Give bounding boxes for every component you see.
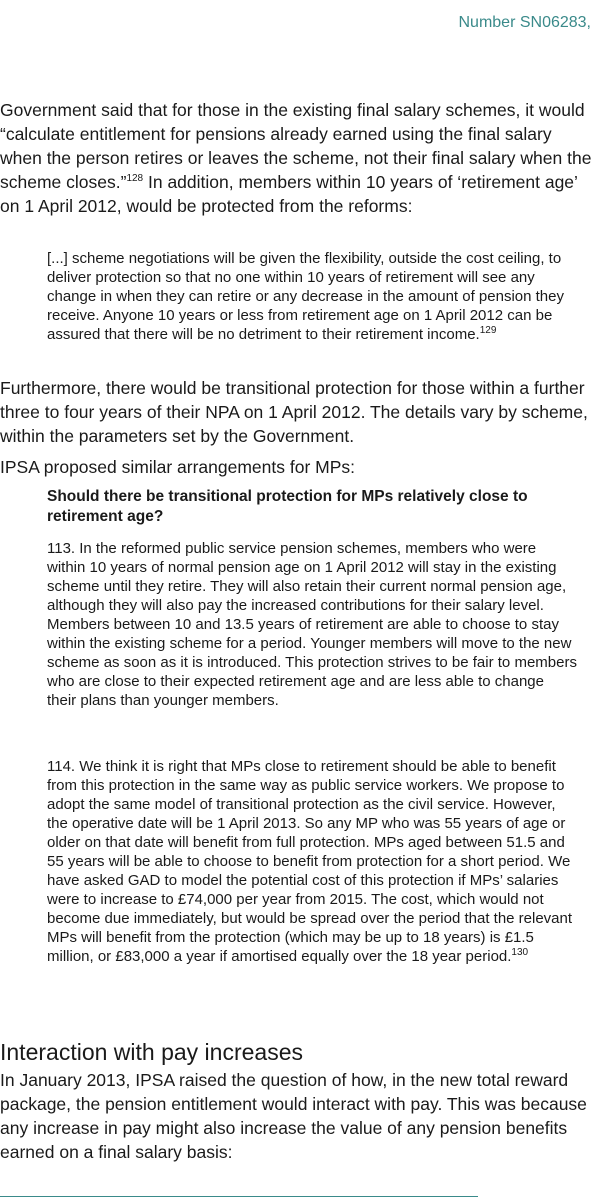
paragraph-text-continued: In addition, members within 10 years of ‘retirement age’ on 1 April 2012, would be protected from the reforms: — [0, 172, 578, 216]
paragraph-ipsa-proposed: IPSA proposed similar arrangements for MPs: — [0, 457, 356, 477]
quote-question-heading: Should there be transitional protection for MPs relatively close to retirement age? — [47, 488, 528, 525]
quote-scheme-negotiations — [47, 249, 577, 344]
footnote-ref-129[interactable]: 129 — [479, 325, 497, 336]
section-heading: Interaction with pay increases — [0, 1039, 303, 1065]
paragraph-text: Government said that for those in the existing final salary schemes, it would “calculate entitlement for pensions already earned using the final salary when the person retires or leaves the scheme, not their final salary when the scheme closes.” — [0, 100, 592, 192]
footnote-ref-128[interactable]: 128 — [126, 173, 144, 185]
quote-paragraph-114 — [47, 757, 577, 966]
paragraph-government-said — [0, 98, 592, 218]
paragraph-furthermore: Furthermore, there would be transitional protection for those within a further three to four years of their NPA on 1 April 2012. The details vary by scheme, within the parameters set by the Government. — [0, 378, 588, 446]
quote-text: 114. We think it is right that MPs close to retirement should be able to benefit from this protection in the same way as public service workers. We propose to adopt the same model of transitional protection as the civil service. However, the operative date will be 1 April 2013. So any MP who was 55 years of age or older on that date will benefit from full protection. MPs aged between 51.5 and 55 years will be able to choose to benefit from protection for a short period. We have asked GAD to model the potential cost of this protection if MPs’ salaries were to increase to £74,000 per year from 2015. The cost, which would not become due immediately, but would be spread over the period that the relevant MPs will benefit from the protection (which may be up to 18 years) is £1.5 million, or £83,000 a year if amortised equally over the 18 year period. — [47, 758, 573, 965]
quote-text: [...] scheme negotiations will be given the flexibility, outside the cost ceiling, to deliver protection so that no one within 10 years of retirement will see any change in when they can retire or any decrease in the amount of pension they receive. Anyone 10 years or less from retirement age on 1 April 2012 can be assured that there will be no detriment to their retirement income. — [47, 250, 564, 343]
quote-paragraph-113: 113. In the reformed public service pension schemes, members who were within 10 years of normal pension age on 1 April 2012 will stay in the existing scheme until they retire. They will also retain their current normal pension age, although they will also pay the increased contributions for their salary level. Members between 10 and 13.5 years of retirement are able to choose to stay within the existing scheme for a period. Younger members will move to the new scheme as soon as it is introduced. This protection strives to be fair to members who are close to their expected retirement age and are less able to change their plans than younger members. — [47, 540, 577, 709]
footnote-ref-130[interactable]: 130 — [511, 947, 529, 958]
footer-divider — [0, 1196, 478, 1197]
paragraph-january-2013: In January 2013, IPSA raised the question of how, in the new total reward package, the pension entitlement would interact with pay. This was because any increase in pay might also increase the value of any pension benefits earned on a final salary basis: — [0, 1070, 587, 1162]
document-number: Number SN06283, — [458, 14, 591, 31]
